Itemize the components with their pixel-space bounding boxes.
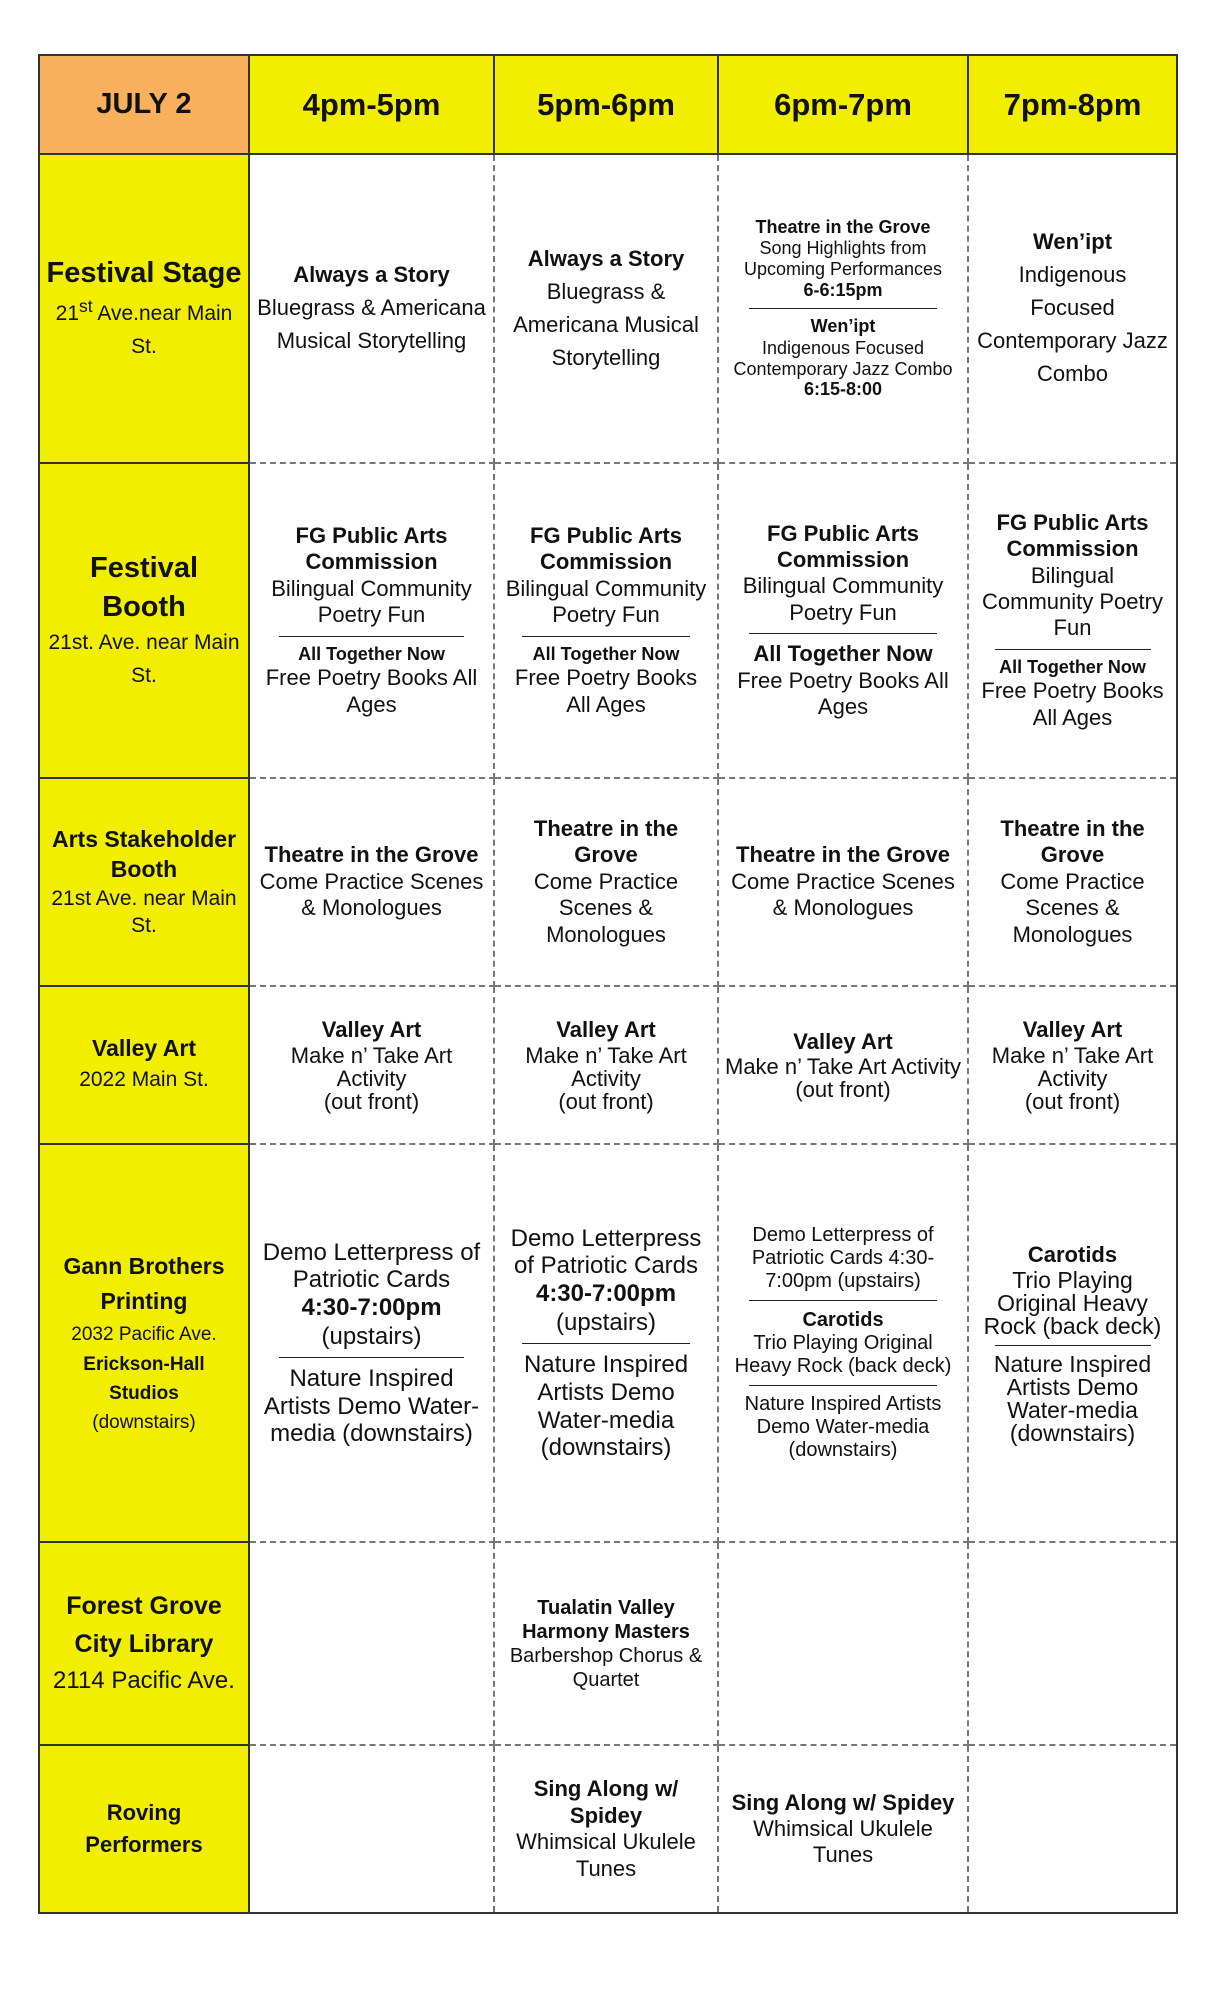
event-description: Come Practice Scenes & Monologues: [1000, 868, 1145, 947]
event-description: Bilingual Community Poetry Fun: [982, 562, 1163, 641]
event-description: Bilingual Community Poetry Fun: [505, 575, 707, 628]
location-name: Roving Performers: [85, 1800, 203, 1858]
event-title: Theatre in the Grove: [264, 842, 479, 868]
event-description: Come Practice Scenes & Monologues: [533, 868, 679, 947]
event-title: Valley Art: [793, 1028, 893, 1054]
event-title: Valley Art: [556, 1017, 656, 1043]
event-title: Sing Along w/ Spidey: [731, 1789, 955, 1815]
event-cell-empty: [249, 1745, 494, 1913]
event-cell: [249, 778, 494, 986]
event-description: Come Practice Scenes & Monologues: [731, 868, 955, 921]
event-description: Make n’ Take Art Activity: [991, 1042, 1154, 1091]
location-address: 21st Ave. near Main St.: [51, 886, 237, 937]
row-festival-stage: [39, 154, 1177, 463]
event-description: Make n’ Take Art Activity: [290, 1042, 453, 1091]
event-cell: [968, 778, 1177, 986]
event-title: Wen’ipt: [1032, 229, 1113, 255]
event-description: Free Poetry Books All Ages: [981, 678, 1164, 730]
event-description: Bluegrass & Americana Musical Storytelling: [257, 295, 486, 354]
event-cell: [718, 1144, 968, 1542]
location-address: 2114 Pacific Ave.: [53, 1667, 235, 1695]
event-description: Trio Playing Original Heavy Rock (back deck): [983, 1266, 1162, 1339]
event-description: Nature Inspired Artists Demo Water-media (downstairs): [744, 1393, 942, 1462]
separator: [522, 636, 690, 637]
separator: [279, 636, 464, 637]
event-cell: [718, 1745, 968, 1913]
event-cell: [494, 154, 718, 463]
event-title: All Together Now: [298, 643, 445, 664]
event-note: (out front): [795, 1077, 891, 1103]
event-description: Free Poetry Books All Ages: [514, 665, 698, 717]
event-cell: [968, 463, 1177, 778]
event-cell: [249, 1144, 494, 1542]
event-title: Theatre in the Grove: [755, 216, 931, 237]
event-note: (upstairs): [555, 1308, 657, 1336]
event-description: Bilingual Community Poetry Fun: [742, 573, 944, 625]
event-description: Come Practice Scenes & Monologues: [259, 868, 484, 921]
event-note: (upstairs): [321, 1322, 422, 1350]
event-title: Wen’ipt: [810, 316, 876, 337]
location-name: Forest Grove City Library: [66, 1592, 222, 1658]
separator: [749, 308, 938, 309]
event-title: Sing Along w/ Spidey: [533, 1776, 679, 1828]
event-title: Theatre in the Grove: [736, 842, 950, 868]
event-note: (out front): [1024, 1088, 1121, 1114]
location-address: 2032 Pacific Ave.: [71, 1324, 217, 1346]
event-description: Demo Letterpress of Patriotic Cards: [262, 1238, 481, 1294]
event-cell: [249, 154, 494, 463]
event-cell: [968, 986, 1177, 1144]
event-description: Demo Letterpress of Patriotic Cards 4:30-7:00pm (upstairs): [751, 1224, 935, 1293]
event-title: Always a Story: [527, 245, 685, 271]
event-description: Nature Inspired Artists Demo Water-media (downstairs): [523, 1351, 689, 1462]
event-time: 6:15-8:00: [803, 379, 883, 400]
event-title: Carotids: [1027, 1242, 1118, 1268]
location-name: Valley Art: [92, 1034, 196, 1061]
event-title: Theatre in the Grove: [1000, 815, 1145, 868]
event-cell: [249, 986, 494, 1144]
event-cell: [718, 986, 968, 1144]
event-time: 4:30-7:00pm: [535, 1280, 677, 1308]
row-library: [39, 1542, 1177, 1745]
separator: [995, 1345, 1151, 1346]
event-description: Nature Inspired Artists Demo Water-media (downstairs): [263, 1365, 480, 1448]
event-cell: [494, 1745, 718, 1913]
event-cell-empty: [968, 1542, 1177, 1745]
location-roving: [39, 1745, 249, 1913]
event-description: Bilingual Community Poetry Fun: [271, 575, 472, 628]
event-title: Theatre in the Grove: [533, 815, 679, 868]
location-arts-stakeholder: [39, 778, 249, 986]
event-cell: [494, 463, 718, 778]
location-valley-art: [39, 986, 249, 1144]
event-note: (out front): [323, 1088, 420, 1114]
event-cell: [718, 778, 968, 986]
event-title: Valley Art: [321, 1017, 422, 1043]
event-description: Whimsical Ukulele Tunes: [516, 1829, 696, 1881]
event-title: FG Public Arts Commission: [767, 520, 919, 573]
event-description: Bluegrass & Americana Musical Storytelling: [513, 278, 699, 370]
event-description: Trio Playing Original Heavy Rock (back deck): [734, 1332, 952, 1378]
row-valley-art: [39, 986, 1177, 1144]
separator: [749, 1300, 938, 1301]
row-roving: [39, 1745, 1177, 1913]
event-description: Make n’ Take Art Activity: [725, 1054, 961, 1080]
row-festival-booth: [39, 463, 1177, 778]
event-cell: [718, 154, 968, 463]
location-gann-brothers: [39, 1144, 249, 1542]
event-title: Always a Story: [293, 262, 450, 288]
event-title: FG Public Arts Commission: [530, 523, 682, 575]
separator: [279, 1357, 464, 1358]
event-description: Indigenous Focused Contemporary Jazz Combo: [733, 337, 953, 379]
event-title: All Together Now: [532, 643, 680, 664]
event-title: FG Public Arts Commission: [295, 523, 448, 575]
event-cell: [494, 1144, 718, 1542]
separator: [995, 649, 1151, 650]
event-cell-empty: [968, 1745, 1177, 1913]
event-cell: [494, 778, 718, 986]
time-header-4pm: 4pm-5pm: [249, 55, 494, 154]
event-cell-empty: [249, 1542, 494, 1745]
date-header: JULY 2: [39, 55, 249, 154]
event-cell: [718, 463, 968, 778]
event-description: Whimsical Ukulele Tunes: [753, 1816, 933, 1868]
event-title: Valley Art: [1022, 1017, 1123, 1043]
event-cell: [968, 1144, 1177, 1542]
time-header-7pm: 7pm-8pm: [968, 55, 1177, 154]
event-description: Make n’ Take Art Activity: [525, 1042, 687, 1091]
header-row: [39, 55, 1177, 154]
row-gann-brothers: [39, 1144, 1177, 1542]
location-address: 2022 Main St.: [79, 1067, 209, 1091]
location-address: 21st. Ave. near Main St.: [48, 631, 240, 687]
location-sub-name: Erickson-Hall Studios: [83, 1353, 205, 1404]
event-description: Song Highlights from Upcoming Performances: [743, 238, 943, 280]
event-cell: [249, 463, 494, 778]
time-header-6pm: 6pm-7pm: [718, 55, 968, 154]
event-title: All Together Now: [999, 656, 1146, 677]
event-description: Free Poetry Books All Ages: [737, 667, 949, 719]
location-address: 21st Ave.near Main St.: [55, 296, 233, 358]
location-library: [39, 1542, 249, 1745]
event-title: Tualatin Valley Harmony Masters: [522, 1596, 690, 1643]
event-title: FG Public Arts Commission: [996, 509, 1149, 562]
location-name: Festival Booth: [90, 551, 198, 623]
location-name: Arts Stakeholder Booth: [51, 825, 237, 882]
event-title: All Together Now: [753, 641, 933, 667]
location-name: Gann Brothers Printing: [63, 1252, 225, 1315]
schedule-table: [38, 54, 1178, 1914]
event-description: Indigenous Focused Contemporary Jazz Combo: [977, 262, 1168, 387]
event-cell: [494, 986, 718, 1144]
location-festival-booth: [39, 463, 249, 778]
location-name: Festival Stage: [46, 257, 242, 290]
event-title: Carotids: [802, 1309, 884, 1332]
event-description: Demo Letterpress of Patriotic Cards: [510, 1224, 702, 1280]
location-festival-stage: [39, 154, 249, 463]
event-time: 4:30-7:00pm: [301, 1293, 442, 1321]
event-description: Free Poetry Books All Ages: [265, 665, 478, 717]
event-description: Barbershop Chorus & Quartet: [509, 1644, 703, 1691]
event-time: 6-6:15pm: [803, 279, 883, 300]
row-arts-stakeholder: [39, 778, 1177, 986]
location-sub-note: (downstairs): [92, 1412, 196, 1434]
event-cell: [494, 1542, 718, 1745]
separator: [749, 633, 938, 634]
time-header-5pm: 5pm-6pm: [494, 55, 718, 154]
event-note: (out front): [558, 1088, 654, 1114]
event-description: Nature Inspired Artists Demo Water-media (downstairs): [993, 1350, 1152, 1446]
separator: [522, 1343, 690, 1344]
event-cell: [968, 154, 1177, 463]
event-cell-empty: [718, 1542, 968, 1745]
separator: [749, 1385, 938, 1386]
